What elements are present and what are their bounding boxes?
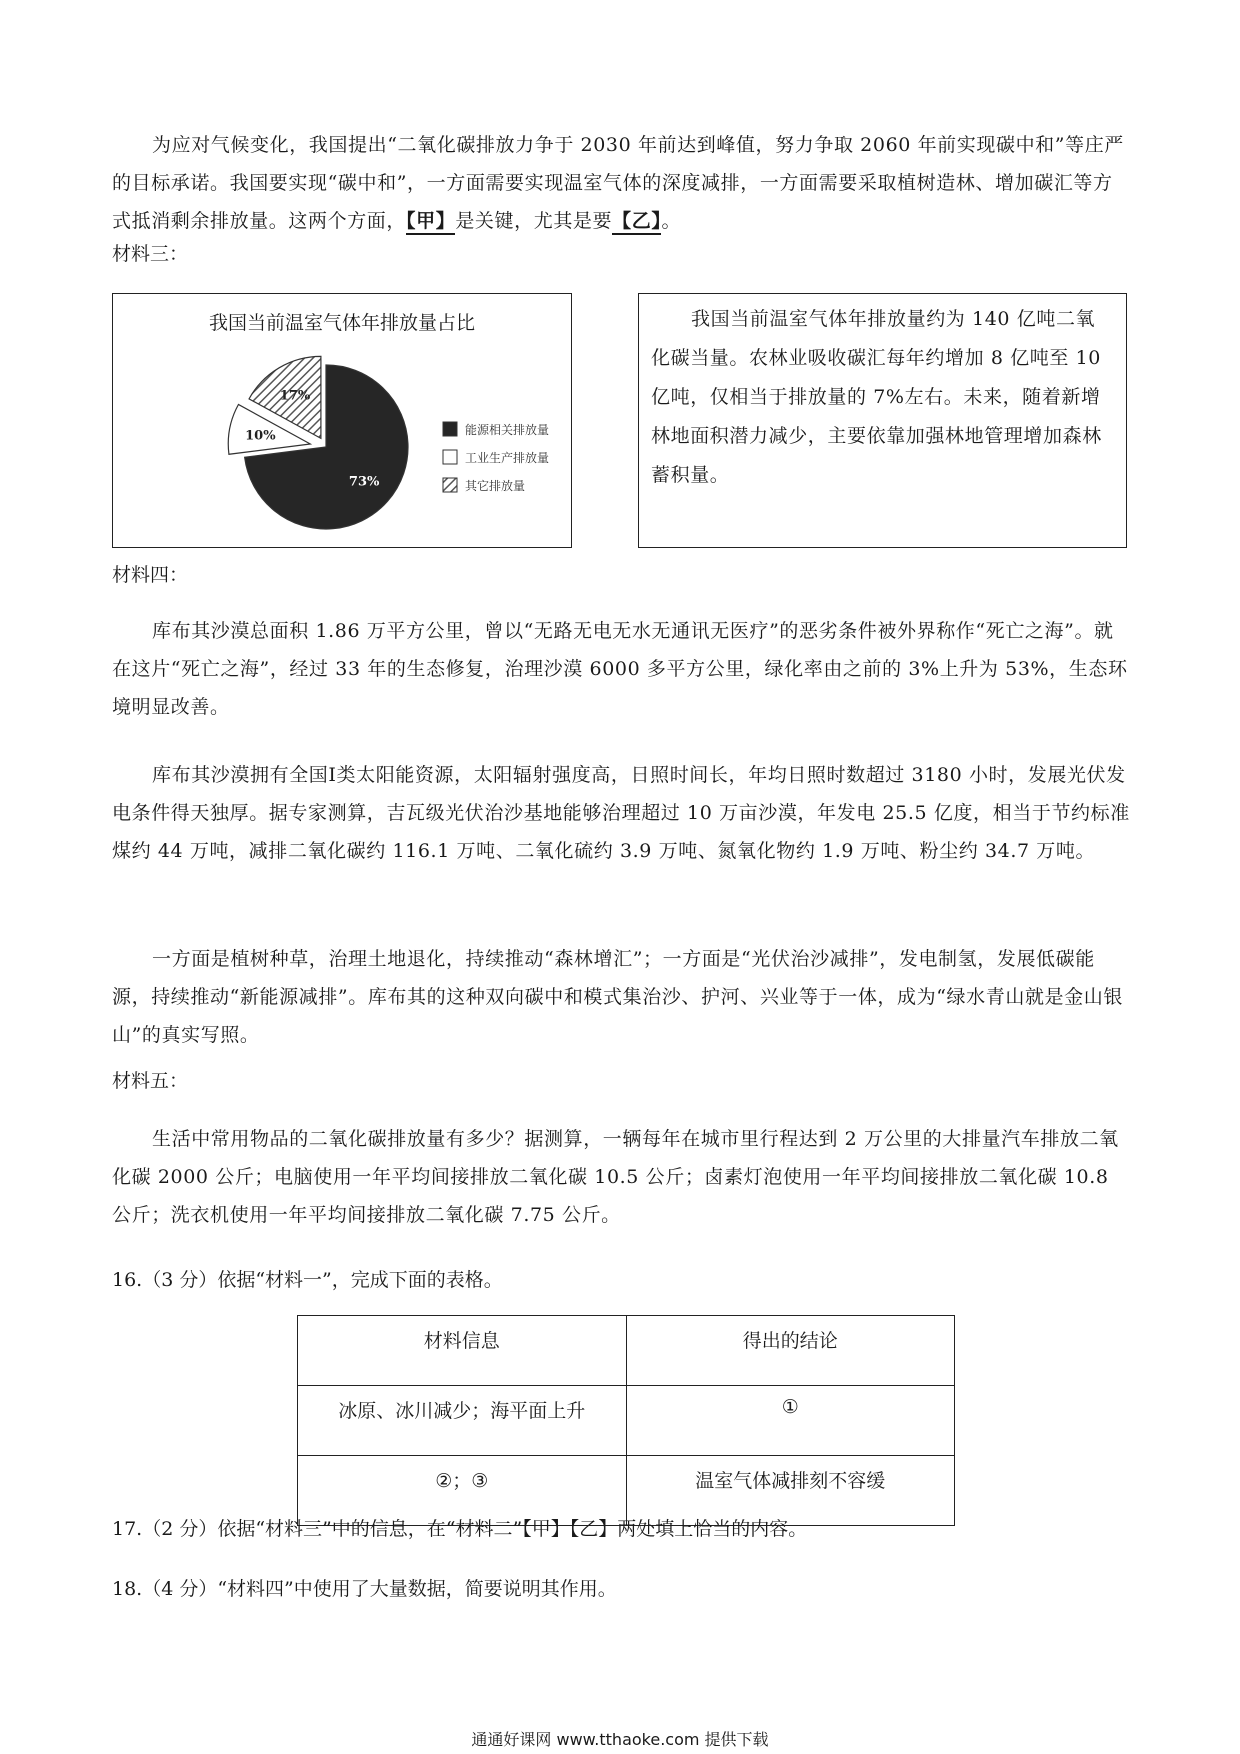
material3-text: 我国当前温室气体年排放量约为 140 亿吨二氧化碳当量。农林业吸收碳汇每年约增加 8 亿吨至 10 亿吨，仅相当于排放量的 7%左右。未来，随着新增林地面积潜力减少，主要依靠加强林地管理增加森林蓄积量。 (651, 308, 1102, 486)
pie-slice-label: 17% (279, 388, 311, 404)
table-header-conclusion: 得出的结论 (626, 1316, 955, 1386)
pie-chart-box (112, 293, 572, 548)
intro-text-between: 是关键，尤其是要 (455, 210, 613, 232)
material3-heading: 材料三： (112, 243, 189, 265)
table-row (298, 1386, 955, 1456)
blank-yi: 【乙】 (612, 210, 661, 235)
legend-swatch (443, 422, 457, 436)
legend-label: 工业生产排放量 (465, 451, 550, 465)
table-cell: 冰原、冰川减少；海平面上升 (298, 1386, 627, 1456)
table-cell-blank-2-3: ②；③ (298, 1456, 627, 1526)
table-header-info: 材料信息 (298, 1316, 627, 1386)
material5-paragraph: 生活中常用物品的二氧化碳排放量有多少？据测算，一辆每年在城市里行程达到 2 万公里的大排量汽车排放二氧化碳 2000 公斤；电脑使用一年平均间接排放二氧化碳 10.5 公斤；卤素灯泡使用一年平均间接排放二氧化碳 10.8 公斤；洗衣机使用一年平均间接排放二氧化碳 7.75 公斤。 (112, 1128, 1119, 1226)
question-16: 16.（3 分）依据“材料一”，完成下面的表格。 (112, 1269, 503, 1291)
material4-paragraph-3: 一方面是植树种草，治理土地退化，持续推动“森林增汇”；一方面是“光伏治沙减排”，发电制氢，发展低碳能源，持续推动“新能源减排”。库布其的这种双向碳中和模式集治沙、护河、兴业等于一体，成为“绿水青山就是金山银山”的真实写照。 (112, 948, 1123, 1046)
chart-title: 我国当前温室气体年排放量占比 (208, 312, 475, 334)
pie-slice-label: 10% (245, 428, 276, 444)
blank-jia: 【甲】 (406, 210, 455, 235)
material3-text-box (638, 293, 1127, 548)
answer-table (297, 1315, 955, 1526)
legend-label: 其它排放量 (465, 479, 526, 493)
pie-slice-label: 73% (348, 474, 380, 490)
table-header-row (298, 1316, 955, 1386)
page-footer: 通通好课网 www.tthaoke.com 提供下载 (471, 1730, 769, 1749)
intro-text-after: 。 (661, 210, 682, 232)
intro-paragraph (112, 126, 1132, 240)
question-18: 18.（4 分）“材料四”中使用了大量数据，简要说明其作用。 (112, 1578, 617, 1600)
legend-label: 能源相关排放量 (465, 423, 550, 437)
question-17: 17.（2 分）依据“材料三”中的信息，在“材料二”【甲】【乙】两处填上恰当的内容。 (112, 1518, 808, 1540)
material4-paragraph-1: 库布其沙漠总面积 1.86 万平方公里，曾以“无路无电无水无通讯无医疗”的恶劣条件被外界称作“死亡之海”。就在这片“死亡之海”，经过 33 年的生态修复，治理沙漠 6000 多平方公里，绿化率由之前的 3%上升为 53%，生态环境明显改善。 (112, 620, 1128, 718)
material4-paragraph-2: 库布其沙漠拥有全国Ⅰ类太阳能资源，太阳辐射强度高，日照时间长，年均日照时数超过 3180 小时，发展光伏发电条件得天独厚。据专家测算，吉瓦级光伏治沙基地能够治理超过 10 万亩沙漠，年发电 25.5 亿度，相当于节约标准煤约 44 万吨，减排二氧化碳约 116.1 万吨、二氧化硫约 3.9 万吨、氮氧化物约 1.9 万吨、粉尘约 34.7 万吨。 (112, 764, 1130, 862)
legend-swatch (443, 478, 457, 492)
material5-heading: 材料五： (112, 1070, 189, 1092)
pie-chart (113, 294, 573, 549)
material4-heading: 材料四： (112, 564, 189, 586)
table-cell-blank-1: ① (626, 1386, 955, 1456)
table-cell: 温室气体减排刻不容缓 (626, 1456, 955, 1526)
legend-swatch (443, 450, 457, 464)
intro-text-before: 为应对气候变化，我国提出“二氧化碳排放力争于 2030 年前达到峰值，努力争取 2060 年前实现碳中和”等庄严的目标承诺。我国要实现“碳中和”，一方面需要实现温室气体的深度减排，一方面需要采取植树造林、增加碳汇等方式抵消剩余排放量。这两个方面， (112, 134, 1124, 232)
